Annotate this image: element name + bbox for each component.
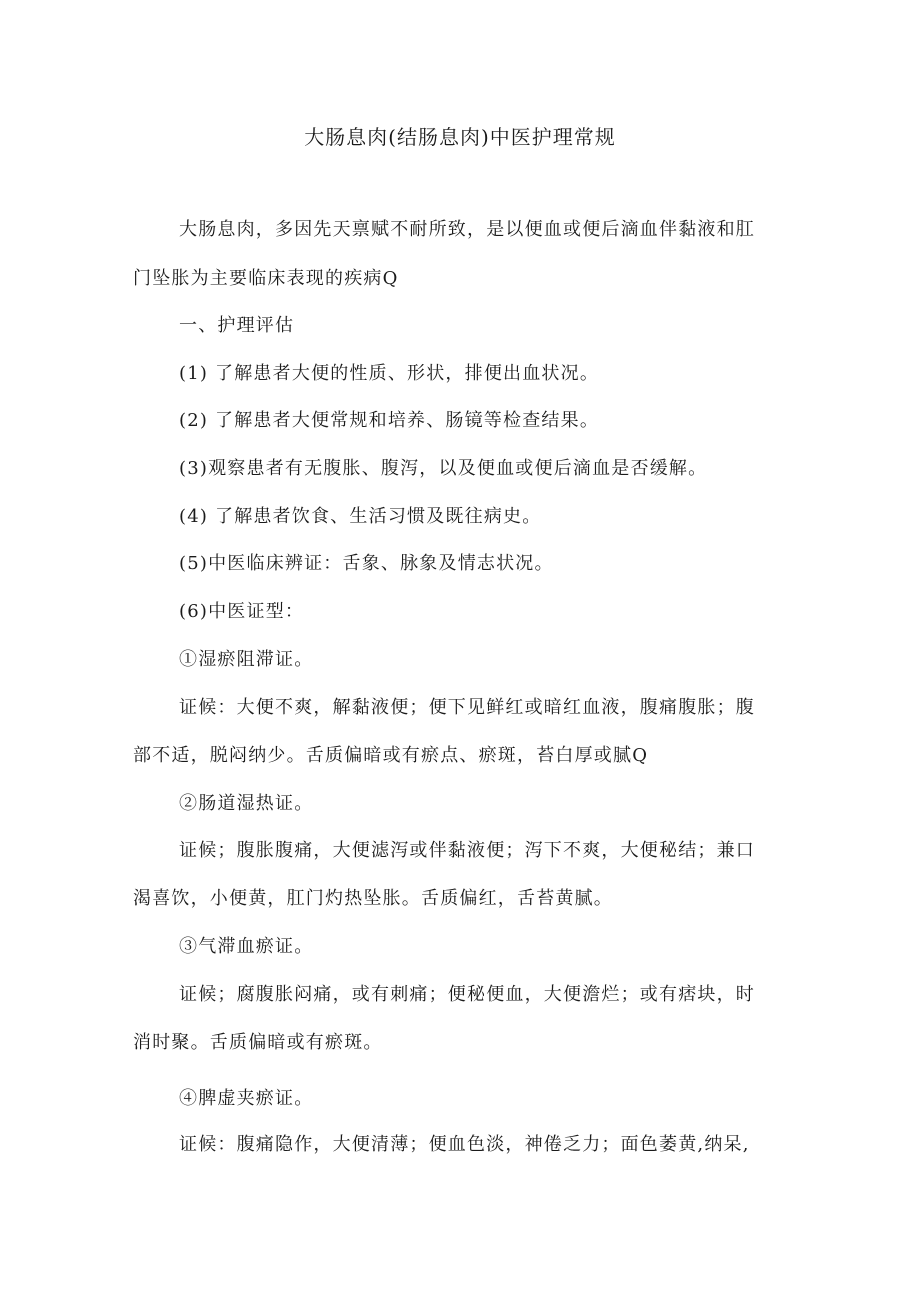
syndrome-3-desc-line-1: 证候；腐腹胀闷痛，或有刺痛；便秘便血，大便澹烂；或有痞块，时 <box>179 984 755 1005</box>
syndrome-1-desc-line-2: 部不适，脱闷纳少。舌质偏暗或有瘀点、瘀斑，苔白厚或腻Q <box>133 745 649 766</box>
syndrome-1-name: ①湿瘀阻滞证。 <box>179 649 314 670</box>
assessment-item-6: (6)中医证型： <box>179 601 305 622</box>
syndrome-3-desc-line-2: 消时聚。舌质偏暗或有瘀斑。 <box>133 1032 383 1053</box>
document-title: 大肠息肉(结肠息肉)中医护理常规 <box>304 125 616 149</box>
syndrome-1-desc-line-1: 证候：大便不爽，解黏液便；便下见鲜红或暗红血液，腹痛腹胀；腹 <box>179 697 755 718</box>
assessment-item-3: (3)观察患者有无腹胀、腹泻，以及便血或便后滴血是否缓解。 <box>179 458 708 479</box>
intro-line-2: 门坠胀为主要临床表现的疾病Q <box>133 268 399 289</box>
intro-line-1: 大肠息肉，多因先天禀赋不耐所致，是以便血或便后滴血伴黏液和肛 <box>179 219 755 240</box>
syndrome-4-desc-line-1: 证候：腹痛隐作，大便清薄；便血色淡，神倦乏力；面色萎黄,纳呆, <box>179 1134 750 1155</box>
assessment-item-1: (1) 了解患者大便的性质、形状，排便出血状况。 <box>179 363 600 384</box>
syndrome-3-name: ③气滞血瘀证。 <box>179 936 314 957</box>
syndrome-4-name: ④脾虚夹瘀证。 <box>179 1088 314 1109</box>
syndrome-2-desc-line-1: 证候；腹胀腹痛，大便滤泻或伴黏液便；泻下不爽，大便秘结；兼口 <box>179 840 755 861</box>
assessment-item-2: (2) 了解患者大便常规和培养、肠镜等检查结果。 <box>179 410 600 431</box>
section-heading-assessment: 一、护理评估 <box>179 315 295 336</box>
syndrome-2-name: ②肠道湿热证。 <box>179 793 314 814</box>
assessment-item-5: (5)中医临床辨证：舌象、脉象及情志状况。 <box>179 553 554 574</box>
syndrome-2-desc-line-2: 渴喜饮，小便黄，肛门灼热坠胀。舌质偏红，舌苔黄腻。 <box>133 888 613 909</box>
assessment-item-4: (4) 了解患者饮食、生活习惯及既往病史。 <box>179 506 542 527</box>
